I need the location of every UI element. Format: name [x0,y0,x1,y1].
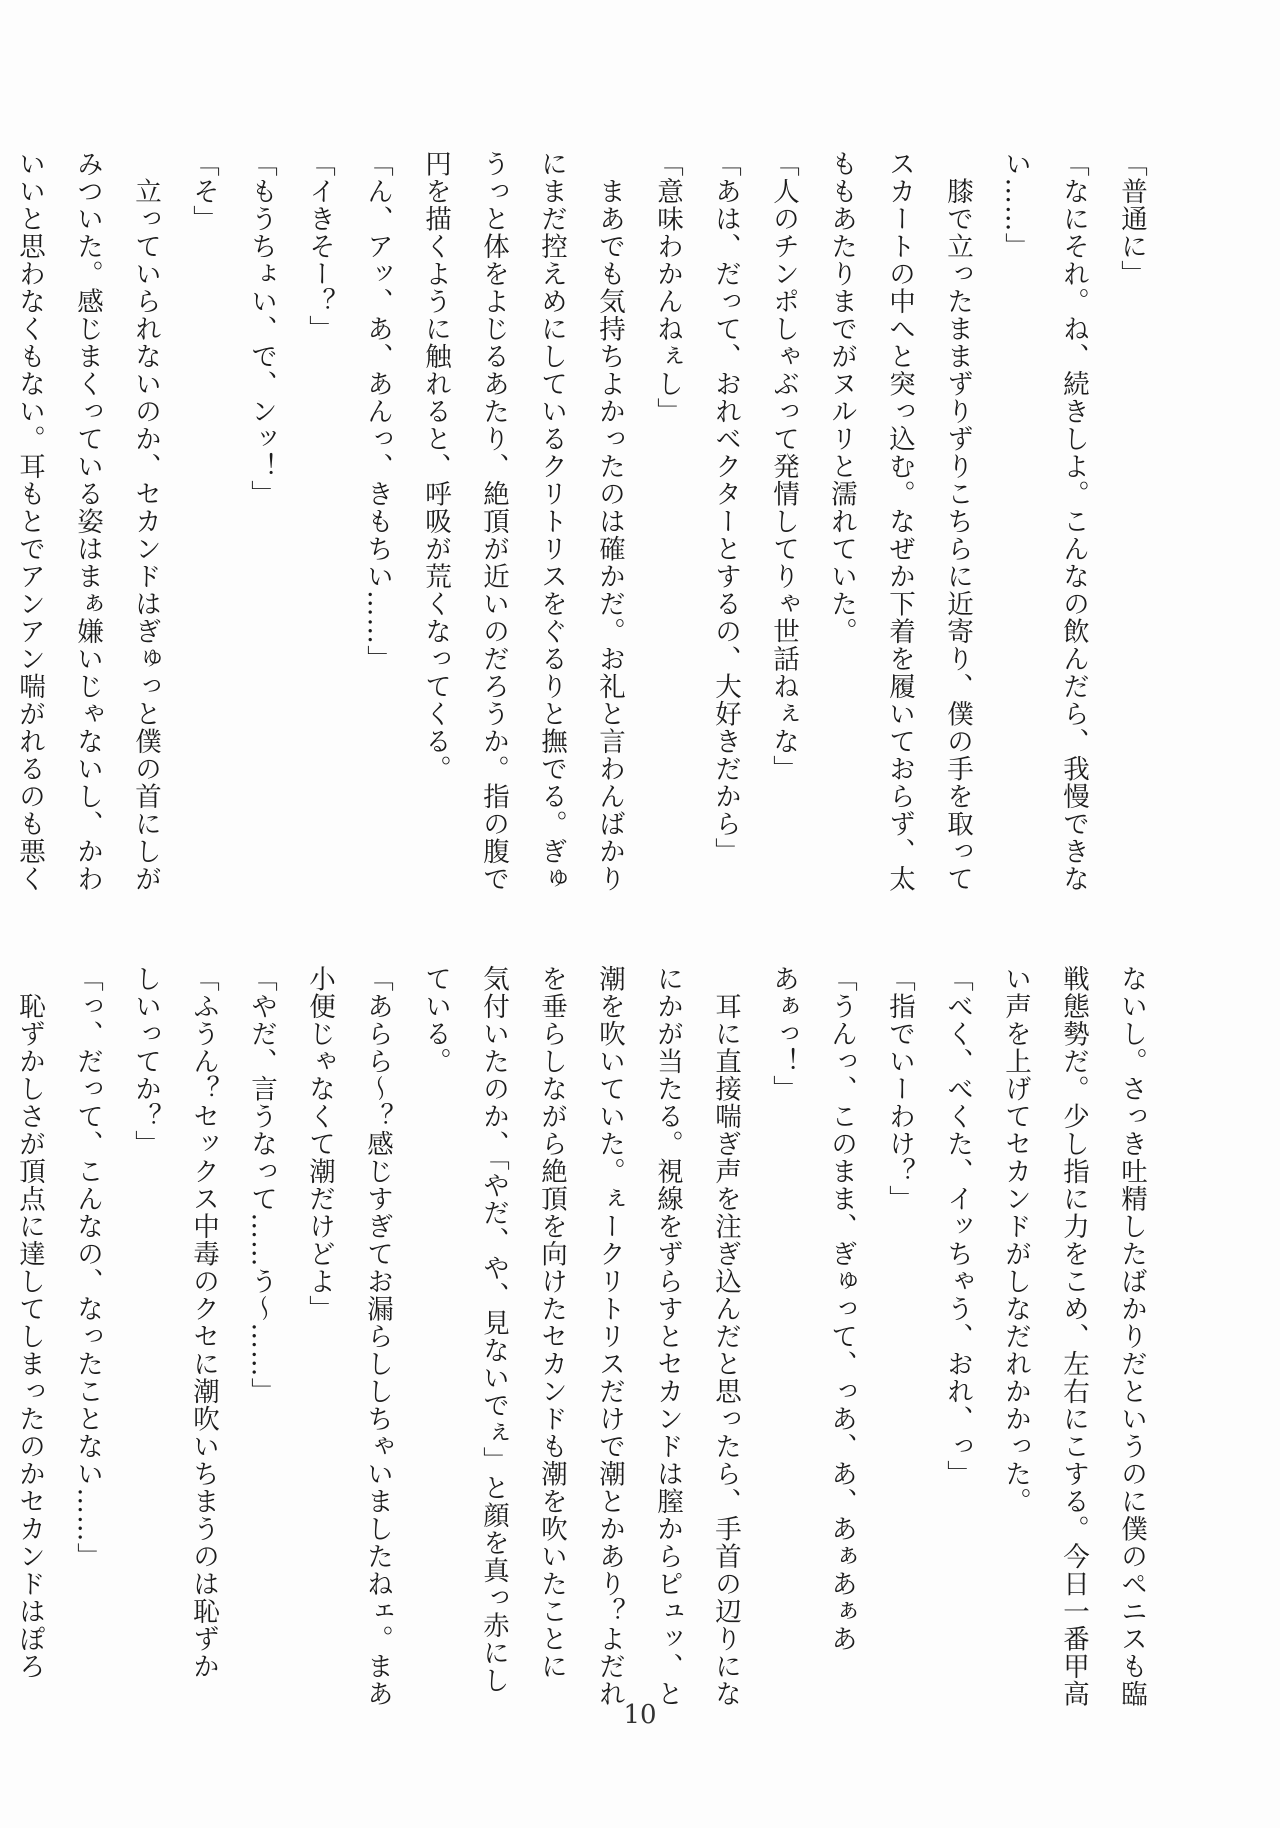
text-line: 「ん、アッ、あ、あんっ、きもちい……」 [362,150,393,673]
text-line: 潮を吹いていた。ぇークリトリスだけで潮とかあり？よだれ [594,965,625,1708]
text-line: にかが当たる。視線をずらすとセカンドは膣からピュッ、と [652,965,683,1708]
text-line: い声を上げてセカンドがしなだれかかった。 [1000,965,1031,1515]
text-line: 円を描くように触れると、呼吸が荒くなってくる。 [420,150,451,783]
text-line: 気付いたのか、「やだ、や、見ないでぇ」と顔を真っ赤にし [478,965,509,1695]
text-line: 膝で立ったままずりずりこちらに近寄り、僕の手を取って [942,150,973,893]
text-line: 「もうちょい、で、ンッ！」 [246,150,277,508]
text-line: 恥ずかしさが頂点に達してしまったのかセカンドはぽろ [14,965,45,1680]
text-block-bottom [14,965,1160,1708]
text-line: 「そ」 [188,150,219,233]
text-line: スカートの中へと突っ込む。なぜか下着を履いておらず、太 [884,150,915,893]
text-line: を垂らしながら絶頂を向けたセカンドも潮を吹いたことに [536,965,567,1680]
text-line: 戦態勢だ。少し指に力をこめ、左右にこする。今日一番甲高 [1058,965,1089,1708]
text-line: 「あらら～？感じすぎてお漏らししちゃいましたねェ。まあ [362,965,393,1708]
text-line: うっと体をよじるあたり、絶頂が近いのだろうか。指の腹で [478,150,509,893]
text-line: 小便じゃなくて潮だけどよ」 [304,965,335,1323]
text-line: 「普通に」 [1116,150,1147,288]
text-line: にまだ控えめにしているクリトリスをぐるりと撫でる。ぎゅ [536,150,567,893]
text-line: 「あは、だって、おれベクターとするの、大好きだから」 [710,150,741,865]
text-line: ている。 [420,965,451,1075]
text-line: 「指でいーわけ？」 [884,965,915,1213]
text-line: 「うんっ、このまま、ぎゅって、っあ、あ、あぁあぁあ [826,965,857,1653]
text-line: 「人のチンポしゃぶって発情してりゃ世話ねぇな」 [768,150,799,783]
text-line: 耳に直接喘ぎ声を注ぎ込んだと思ったら、手首の辺りにな [710,965,741,1708]
text-line: あぁっ！」 [768,965,799,1103]
text-line: 「やだ、言うなって……う～……」 [246,965,277,1405]
text-line: い……」 [1000,150,1031,260]
text-block-top [14,150,1160,893]
text-line: 「イきそー？」 [304,150,335,343]
text-line: 「なにそれ。ね、続きしよ。こんなの飲んだら、我慢できな [1058,150,1089,893]
text-line: いいと思わなくもない。耳もとでアンアン喘がれるのも悪く [14,150,45,893]
text-line: しいってか？」 [130,965,161,1158]
text-line: 「べく、べくた、イッちゃう、おれ、っ」 [942,965,973,1488]
text-line: 「っ、だって、こんなの、なったことない……」 [72,965,103,1570]
text-line: ないし。さっき吐精したばかりだというのに僕のペニスも臨 [1116,965,1147,1708]
text-line: みついた。感じまくっている姿はまぁ嫌いじゃないし、かわ [72,150,103,893]
page-number: 10 [623,1700,657,1730]
text-line: ももあたりまでがヌルリと濡れていた。 [826,150,857,645]
text-line: 「意味わかんねぇし」 [652,150,683,425]
text-line: 「ふうん？セックス中毒のクセに潮吹いちまうのは恥ずか [188,965,219,1680]
text-line: まあでも気持ちよかったのは確かだ。お礼と言わんばかり [594,150,625,893]
text-line: 立っていられないのか、セカンドはぎゅっと僕の首にしが [130,150,161,893]
